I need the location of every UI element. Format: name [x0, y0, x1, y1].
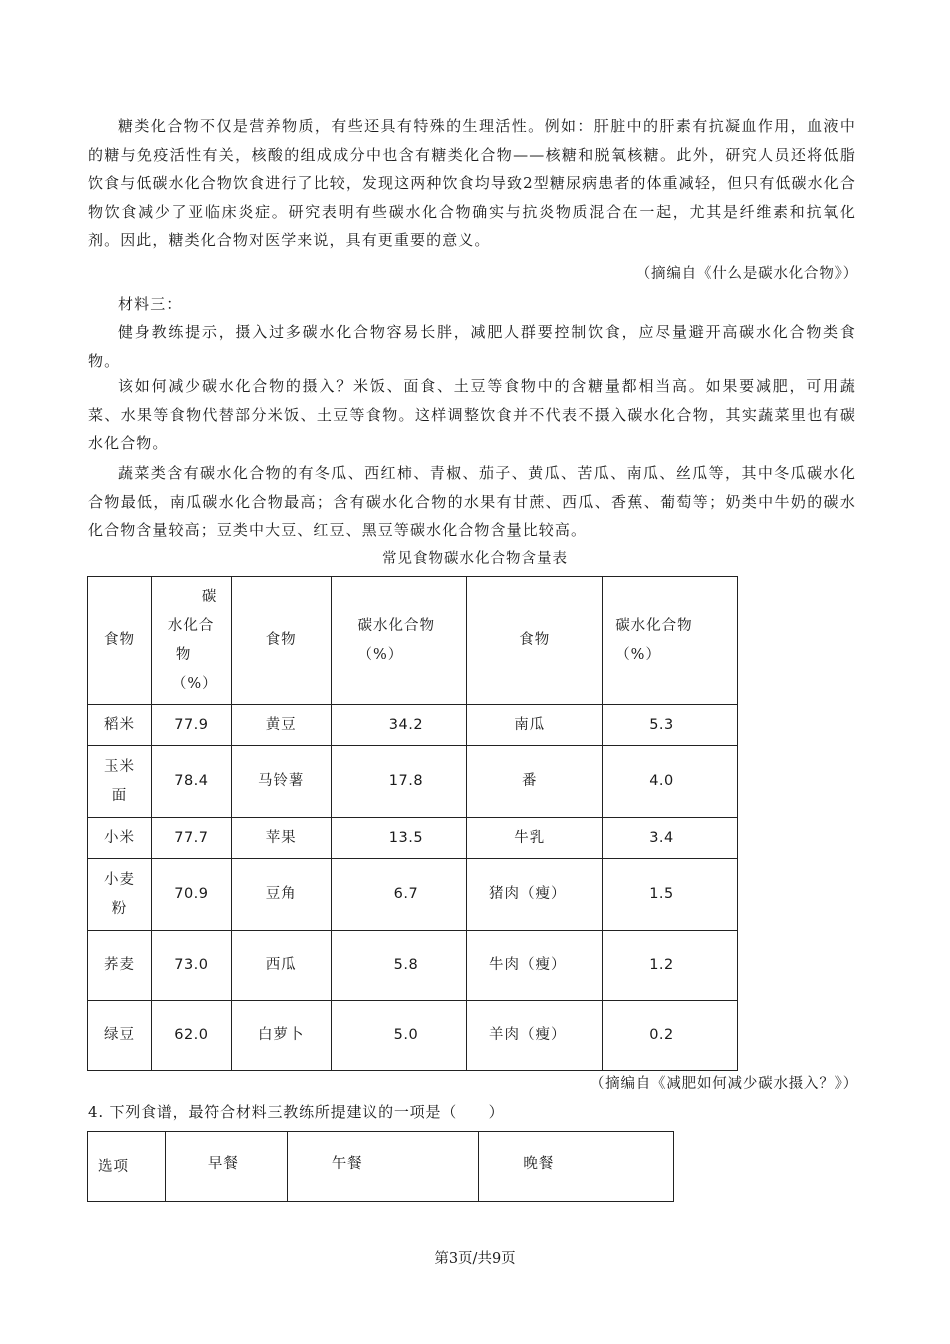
cell-value: 4.0: [603, 746, 738, 818]
cell-food: 玉米面: [88, 746, 152, 818]
header-carb-1: 碳 水化合 物 （%）: [151, 577, 231, 705]
cell-food: 豆角: [231, 859, 331, 931]
options-header-row: [88, 1132, 674, 1202]
table-header-row: [88, 577, 738, 705]
cell-food: 白萝卜: [231, 1001, 331, 1071]
header-food-3: 食物: [467, 577, 603, 705]
material-paragraph-1: 健身教练提示，摄入过多碳水化合物容易长胖，减肥人群要控制饮食，应尽量避开高碳水化合物类食物。: [88, 323, 856, 370]
source-citation-2: （摘编自《减肥如何减少碳水摄入？》）: [589, 1076, 858, 1092]
cell-food: 绿豆: [88, 1001, 152, 1071]
cell-food: 南瓜: [467, 705, 603, 746]
cell-food: 苹果: [231, 818, 331, 859]
cell-value: 34.2: [331, 705, 467, 746]
header-lunch: 午餐: [287, 1132, 479, 1202]
cell-value: 73.0: [151, 931, 231, 1001]
material-heading: 材料三：: [118, 295, 183, 313]
cell-food: 番: [467, 746, 603, 818]
cell-value: 5.8: [331, 931, 467, 1001]
cell-value: 0.2: [603, 1001, 738, 1071]
page-footer: 第3页/共9页: [434, 1251, 516, 1267]
cell-value: 3.4: [603, 818, 738, 859]
options-table: [87, 1131, 674, 1202]
cell-value: 77.7: [151, 818, 231, 859]
cell-value: 6.7: [331, 859, 467, 931]
table-row: [88, 1001, 738, 1071]
cell-value: 1.5: [603, 859, 738, 931]
header-breakfast: 早餐: [165, 1132, 287, 1202]
cell-value: 77.9: [151, 705, 231, 746]
cell-food: 西瓜: [231, 931, 331, 1001]
cell-food: 荞麦: [88, 931, 152, 1001]
header-dinner: 晚餐: [479, 1132, 674, 1202]
header-carb-3: 碳水化合物（%）: [603, 577, 738, 705]
paragraph-sugar: 糖类化合物不仅是营养物质，有些还具有特殊的生理活性。例如：肝脏中的肝素有抗凝血作用，血液中的糖与免疫活性有关，核酸的组成成分中也含有糖类化合物——核糖和脱氧核糖。此外，研究人员还将低脂饮食与低碳水化合物饮食进行了比较，发现这两种饮食均导致2型糖尿病患者的体重减轻，但只有低碳水化合物饮食减少了亚临床炎症。研究表明有些碳水化合物确实与抗炎物质混合在一起，尤其是纤维素和抗氧化剂。因此，糖类化合物对医学来说，具有更重要的意义。: [88, 117, 856, 249]
cell-food: 羊肉（瘦）: [467, 1001, 603, 1071]
cell-value: 62.0: [151, 1001, 231, 1071]
cell-food: 黄豆: [231, 705, 331, 746]
table-row: [88, 705, 738, 746]
cell-food: 马铃薯: [231, 746, 331, 818]
table-caption: 常见食物碳水化合物含量表: [382, 551, 568, 567]
material-paragraph-2: 该如何减少碳水化合物的摄入？米饭、面食、土豆等食物中的含糖量都相当高。如果要减肥，可用蔬菜、水果等食物代替部分米饭、土豆等食物。这样调整饮食并不代表不摄入碳水化合物，其实蔬菜里也有碳水化合物。: [88, 377, 856, 452]
cell-value: 78.4: [151, 746, 231, 818]
cell-value: 5.3: [603, 705, 738, 746]
material-paragraph-3: 蔬菜类含有碳水化合物的有冬瓜、西红柿、青椒、茄子、黄瓜、苦瓜、南瓜、丝瓜等，其中冬瓜碳水化合物最低，南瓜碳水化合物最高；含有碳水化合物的水果有甘蔗、西瓜、香蕉、葡萄等；奶类中牛奶的碳水化合物含量较高；豆类中大豆、红豆、黑豆等碳水化合物含量比较高。: [88, 464, 856, 539]
cell-food: 猪肉（瘦）: [467, 859, 603, 931]
header-food-1: 食物: [88, 577, 152, 705]
carb-table: [87, 576, 738, 1071]
cell-value: 13.5: [331, 818, 467, 859]
header-option: 选项: [88, 1132, 166, 1202]
cell-food: 牛乳: [467, 818, 603, 859]
cell-food: 小米: [88, 818, 152, 859]
table-row: [88, 818, 738, 859]
cell-value: 5.0: [331, 1001, 467, 1071]
cell-value: 17.8: [331, 746, 467, 818]
header-food-2: 食物: [231, 577, 331, 705]
source-citation-1: （摘编自《什么是碳水化合物》）: [635, 266, 858, 282]
cell-value: 1.2: [603, 931, 738, 1001]
cell-food: 牛肉（瘦）: [467, 931, 603, 1001]
table-row: [88, 859, 738, 931]
cell-food: 小麦粉: [88, 859, 152, 931]
table-row: [88, 746, 738, 818]
question-4: 4. 下列食谱，最符合材料三教练所提建议的一项是（ ）: [88, 1103, 505, 1121]
table-row: [88, 931, 738, 1001]
cell-value: 70.9: [151, 859, 231, 931]
header-carb-2: 碳水化合物（%）: [331, 577, 467, 705]
cell-food: 稻米: [88, 705, 152, 746]
